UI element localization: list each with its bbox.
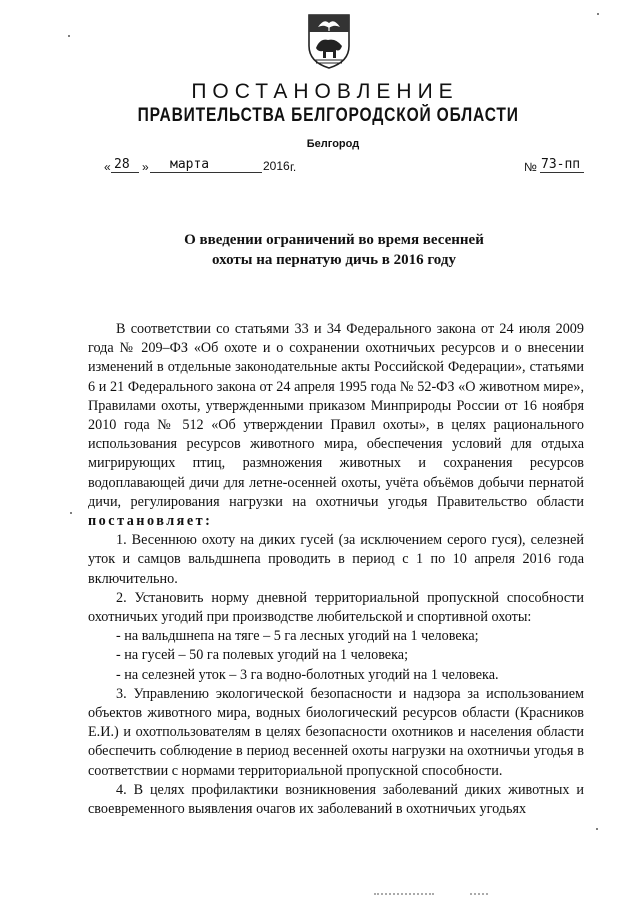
item-4: 4. В целях профилактики возникновения заболеваний диких животных и своевременного выявления очагов их заболеваний в охотничьих угодьях: [88, 781, 584, 818]
number-label: №: [524, 160, 537, 174]
scan-speck: [596, 828, 598, 830]
document-title: [0, 230, 640, 270]
date-month-underline: [150, 172, 262, 173]
document-body: [88, 320, 584, 819]
title-line-1: О введении ограничений во время весенней: [184, 232, 484, 248]
date-close-quote: »: [142, 160, 149, 174]
title-line-2: охоты на пернатую дичь в 2016 году: [212, 252, 456, 268]
preamble-text: В соответствии со статьями 33 и 34 Федерального закона от 24 июля 2009 года № 209–ФЗ «Об охоте и о сохранении охотничьих ресурсов и о внесении изменений в отдельные законодательные акты Российской Федерации», статьями 6 и 21 Федерального закона от 24 апреля 1995 года № 52-ФЗ «О животном мире», Правилами охоты, утвержденными приказом Минприроды России от 16 ноября 2010 года № 512 «Об утверждении Правил охоты», в целях рационального использования ресурсов животного мира, обеспечения условий для отдыха мигрирующих птиц, размножения животных и сохранения ресурсов водоплавающей дичи для летне-осенней охоты, учёта объёмов добычи пернатой дичи, регулирования нагрузки на охотничьи угодья Правительство области: [88, 321, 584, 510]
decree-word: постановляет:: [88, 513, 213, 530]
city-name: Белгород: [306, 138, 360, 150]
scan-speck: [68, 35, 70, 37]
date-number-line: [0, 157, 640, 177]
date-month: марта: [170, 157, 210, 172]
scan-speck: [597, 13, 599, 15]
item-3: 3. Управлению экологической безопасности и надзора за использованием объектов животного мира, водных биологический ресурсов области (Красников Е.И.) и охотпользователям в целях безопасности охотников и населения области обеспечить соблюдение в период весенней охоты нагрузки на охотничьи угодья в соответствии с нормами территориальной пропускной способности.: [88, 685, 584, 779]
item-2-list-entry: - на вальдшнепа на тяге – 5 га лесных угодий на 1 человека;: [116, 628, 479, 645]
item-1: 1. Весеннюю охоту на диких гусей (за исключением серого гуся), селезней уток и самцов вальдшнепа проводить в период с 1 по 10 апреля 2016 года включительно.: [88, 532, 584, 587]
date-year: 2016: [263, 159, 290, 173]
issuing-authority: ПРАВИТЕЛЬСТВА БЕЛГОРОДСКОЙ ОБЛАСТИ: [137, 105, 519, 126]
date-day: 28: [114, 157, 130, 172]
date-day-underline: [111, 172, 139, 173]
preamble-paragraph: [88, 320, 584, 531]
date-year-suffix: г.: [290, 160, 297, 174]
scan-speck: [70, 512, 72, 514]
item-2-list-entry: - на селезней уток – 3 га водно-болотных угодий на 1 человека.: [116, 666, 499, 683]
scan-artifact: [374, 893, 434, 899]
item-2-list-entry: - на гусей – 50 га полевых угодий на 1 человека;: [116, 647, 409, 664]
number-underline: [540, 172, 584, 173]
scan-artifact: [470, 893, 488, 899]
document-number: 73-пп: [541, 157, 581, 172]
coat-of-arms-emblem: [306, 12, 352, 70]
document-type-heading: ПОСТАНОВЛЕНИЕ: [191, 80, 459, 103]
item-2: 2. Установить норму дневной территориальной пропускной способности охотничьих угодий при производстве любительской и спортивной охоты:: [88, 589, 584, 626]
date-open-quote: «: [104, 160, 111, 174]
